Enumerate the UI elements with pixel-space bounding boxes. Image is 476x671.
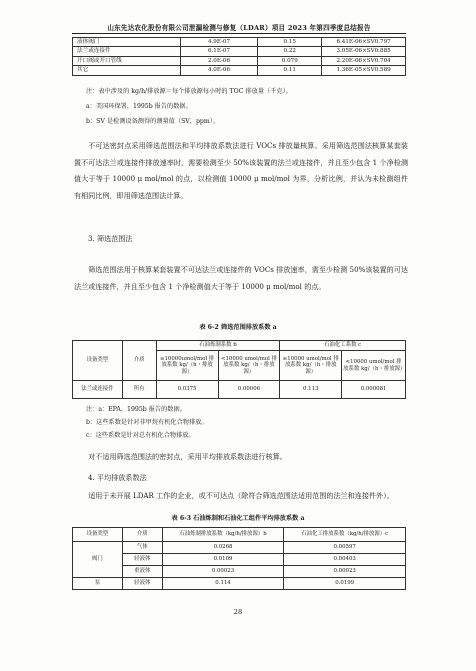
device-type-cell: 阀门 [73, 542, 123, 578]
column-group-header: 石油化工系数 c [280, 341, 406, 351]
section-heading: 4. 平均排放系数法 [88, 473, 147, 482]
table-caption: 表 6-2 筛选范围排放系数 a [199, 324, 277, 331]
table-note: 注：表中涉及的 kg/h/排放源＝每个排放源每小时的 TOC 排放量（千克）。 [86, 88, 292, 95]
emission-factor-table-continued [72, 37, 406, 76]
column-header: ≥10000umol/mol 排放系数 kg/（h・排放源） [156, 351, 218, 381]
table-row [73, 38, 406, 47]
table-cell: 0.00403 [284, 554, 406, 566]
column-group-header: 石油炼制系数 b [156, 341, 280, 351]
table-cell: 0.11 [258, 66, 322, 75]
table-cell: 2.0E-06 [180, 56, 258, 65]
body-paragraph: 不可达密封点采用筛选范围法和平均排放系数法进行 VOCs 排放量核算。采用筛选范围法核算某套装置不可达法兰或连接件排放速率时，需要检测至少 50%该装置的法兰或连接件，并且至少包含 1 个净检测值大于等于 10000 μ mol/mol 的点，以检测值 10000 μ mol/mol 为界，分析比例，并认为未检测组件有相同比例，即用筛选范围法计算。 [74, 141, 408, 200]
header-rule [72, 33, 406, 34]
table-cell: 0.22 [258, 47, 322, 56]
table-cell: 0.00006 [218, 381, 280, 399]
table-row [73, 566, 406, 578]
column-header: <10000 umol/mol 排放系数 kg/（h・排放源） [342, 351, 406, 381]
table-row [73, 554, 406, 566]
table-cell: 开口阀或开口管线 [73, 56, 181, 65]
table-cell: 0.15 [258, 38, 322, 47]
column-header: ≥10000 umol/mol 排放系数 kg/（h・排放源） [280, 351, 342, 381]
table-cell: 重液体 [122, 566, 162, 578]
table-cell: 液体阀门 [73, 38, 181, 47]
table-cell: 气体 [122, 542, 162, 554]
table-row [73, 578, 406, 590]
table-cell: 法兰或连接件 [73, 381, 123, 399]
table-cell: 0.0109 [162, 554, 284, 566]
column-header: 介质 [122, 528, 162, 542]
table-cell: 0.0375 [156, 381, 218, 399]
table-note: b：SV 是检测设备测得的测量值（SV，ppm）。 [86, 118, 220, 125]
average-emission-factor-table [72, 527, 406, 590]
table-cell: 其它 [73, 66, 181, 75]
table-cell: 0.114 [162, 578, 284, 590]
column-header: 石油化工排放系数（kg/h/排放源）c [284, 528, 406, 542]
table-caption: 表 6-3 石油炼制和石油化工组件平均排放系数 a [171, 515, 305, 522]
table-note: b：这些系数是针对非甲烷有机化合物排放。 [86, 419, 208, 426]
table-header-row [73, 341, 406, 351]
column-header: 设备类型 [73, 341, 123, 381]
body-paragraph: 筛选范围法用于核算某套装置不可达法兰或连接件的 VOCs 排放速率，需至少检测 50%该装置的可达法兰或连接件，并且至少包含 1 个净检测值大于等于 10000 μ mol/mol 的点。 [74, 265, 408, 291]
table-cell: 0.00023 [284, 566, 406, 578]
table-cell: 6.41E-06×SV0.797 [322, 38, 406, 47]
table-cell: 4.0E-06 [180, 66, 258, 75]
column-header: <10000 umol/mol 排放系数 kg/（h・排放源） [218, 351, 280, 381]
table-row [73, 381, 406, 399]
column-header: 介质 [122, 341, 156, 381]
table-cell: 3.05E-06×SV0.885 [322, 47, 406, 56]
screening-range-factor-table [72, 340, 406, 399]
table-cell: 法兰或连接件 [73, 47, 181, 56]
column-header: 石油炼制排放系数（kg/h/排放源）b [162, 528, 284, 542]
table-cell: 0.0268 [162, 542, 284, 554]
body-paragraph: 对不适用筛选范围法的密封点，采用平均排放系数法进行核算。 [88, 452, 287, 461]
section-heading: 3. 筛选范围法 [88, 234, 133, 243]
page-header: 山东先达农化股份有限公司泄漏检测与修复（LDAR）项目 2023 年第四季度总结报告 [107, 24, 371, 32]
table-cell: 0.079 [258, 56, 322, 65]
table-cell: 0.000081 [342, 381, 406, 399]
table-row [73, 47, 406, 56]
table-row [73, 66, 406, 75]
body-paragraph: 适用于未开展 LDAR 工作的企业，或不可达点（除符合筛选范围法适用范围的法兰和连接件外）。 [88, 491, 394, 500]
table-cell: 0.0199 [284, 578, 406, 590]
table-cell: 0.00597 [284, 542, 406, 554]
table-cell: 2.20E-06×SV0.704 [322, 56, 406, 65]
table-note: c：这些系数是针对总有机化合物排放。 [86, 432, 195, 439]
table-note: a：美国环保署，1995b 报告的数据。 [86, 103, 192, 110]
table-header-row [73, 528, 406, 542]
table-note: 注：a：EPA，1995b 报告的数据。 [86, 406, 186, 413]
table-cell: 1.36E-05×SV0.589 [322, 66, 406, 75]
table-cell: 0.113 [280, 381, 342, 399]
table-cell: 所有 [122, 381, 156, 399]
table-cell: 6.1E-07 [180, 47, 258, 56]
device-type-cell: 泵 [73, 578, 123, 590]
page-number: 28 [233, 608, 243, 616]
column-header: 设备类型 [73, 528, 123, 542]
table-row [73, 542, 406, 554]
table-cell: 轻液体 [122, 554, 162, 566]
table-cell: 轻液体 [122, 578, 162, 590]
table-cell: 4.9E-07 [180, 38, 258, 47]
table-cell: 0.00023 [162, 566, 284, 578]
table-row [73, 56, 406, 65]
